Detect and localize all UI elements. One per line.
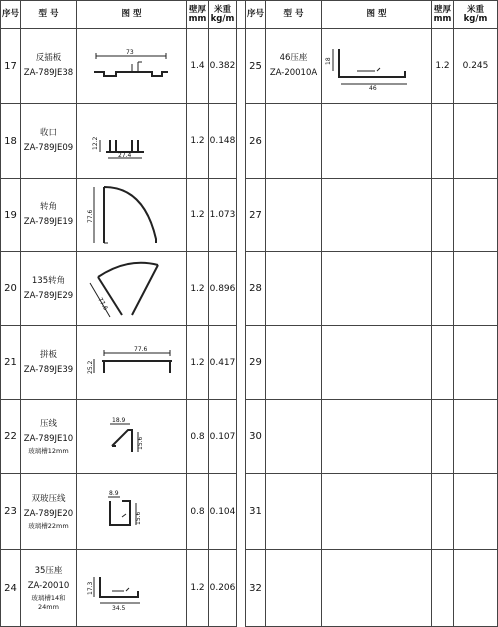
model-cell xyxy=(21,252,77,326)
header-model-right: 型 号 xyxy=(266,1,322,29)
header-weight-label: 米重 xyxy=(213,4,231,15)
empty-cell xyxy=(454,179,498,252)
profile-drawing-20 xyxy=(82,255,182,323)
model-name: 压线 xyxy=(39,419,57,429)
empty-cell xyxy=(322,474,432,550)
table-row xyxy=(1,474,498,550)
model-cell xyxy=(21,29,77,104)
row-number: 20 xyxy=(1,252,21,326)
empty-cell xyxy=(454,550,498,627)
weight-value: 0.107 xyxy=(209,400,237,474)
thickness-value: 1.4 xyxy=(187,29,209,104)
model-code: ZA-789JE09 xyxy=(23,143,74,153)
model-cell xyxy=(21,326,77,400)
dimension-label: 77.6 xyxy=(95,296,109,312)
model-name: 35压座 xyxy=(34,566,63,576)
table-row xyxy=(1,104,498,179)
header-weight-unit-right: kg/m xyxy=(463,13,488,24)
profile-drawing-cell xyxy=(77,29,187,104)
row-number: 23 xyxy=(1,474,21,550)
profile-drawing-17 xyxy=(82,46,182,86)
row-number: 19 xyxy=(1,179,21,252)
empty-cell xyxy=(322,326,432,400)
thickness-value: 1.2 xyxy=(187,550,209,627)
model-note: 玻璃槽14和24mm xyxy=(31,594,66,611)
dimension-label: 27.4 xyxy=(117,152,131,159)
model-code: ZA-20010 xyxy=(27,581,70,591)
weight-value: 1.073 xyxy=(209,179,237,252)
model-note: 玻璃槽12mm xyxy=(28,447,69,455)
row-number: 24 xyxy=(1,550,21,627)
empty-cell xyxy=(266,326,322,400)
table-row xyxy=(1,252,498,326)
model-code: ZA-789JE10 xyxy=(23,434,74,444)
empty-cell xyxy=(432,104,454,179)
model-code: ZA-789JE20 xyxy=(23,509,74,519)
profile-drawing-cell xyxy=(322,29,432,104)
empty-cell xyxy=(432,326,454,400)
model-cell xyxy=(21,104,77,179)
empty-cell xyxy=(322,252,432,326)
row-number: 28 xyxy=(246,252,266,326)
thickness-value: 1.2 xyxy=(187,179,209,252)
header-weight-right xyxy=(454,1,498,29)
profile-drawing-cell xyxy=(77,400,187,474)
weight-value: 0.382 xyxy=(209,29,237,104)
dimension-label: 15.6 xyxy=(136,436,144,450)
dimension-label: 18.9 xyxy=(111,416,125,424)
profile-drawing-18 xyxy=(82,116,182,166)
profile-drawing-23 xyxy=(82,487,182,537)
empty-cell xyxy=(432,179,454,252)
dimension-label: 77.6 xyxy=(86,209,94,223)
profile-drawing-19 xyxy=(82,181,182,249)
empty-cell xyxy=(266,179,322,252)
dimension-label: 34.5 xyxy=(111,605,125,612)
empty-cell xyxy=(266,550,322,627)
empty-cell xyxy=(266,400,322,474)
model-code: ZA-789JE29 xyxy=(23,290,74,301)
profile-drawing-22 xyxy=(82,412,182,462)
profile-drawing-24 xyxy=(82,563,182,613)
model-cell xyxy=(21,400,77,474)
dimension-label: 18 xyxy=(324,57,332,65)
row-number: 30 xyxy=(246,400,266,474)
profile-drawing-cell xyxy=(77,326,187,400)
empty-cell xyxy=(454,252,498,326)
empty-cell xyxy=(322,179,432,252)
profile-drawing-cell xyxy=(77,550,187,627)
empty-cell xyxy=(322,104,432,179)
weight-value: 0.245 xyxy=(454,29,498,104)
empty-cell xyxy=(432,400,454,474)
header-thickness-label: 壁厚 xyxy=(188,4,206,15)
empty-cell xyxy=(266,252,322,326)
empty-cell xyxy=(454,474,498,550)
empty-cell xyxy=(432,550,454,627)
row-number: 18 xyxy=(1,104,21,179)
header-seq-right: 序号 xyxy=(246,1,266,29)
model-name: 拼板 xyxy=(39,349,57,360)
weight-value: 0.148 xyxy=(209,104,237,179)
row-number: 32 xyxy=(246,550,266,627)
empty-cell xyxy=(432,252,454,326)
model-name: 46压座 xyxy=(279,53,308,63)
model-cell xyxy=(266,29,322,104)
empty-cell xyxy=(454,326,498,400)
empty-cell xyxy=(454,104,498,179)
model-code: ZA-789JE39 xyxy=(23,364,74,375)
profile-drawing-cell xyxy=(77,474,187,550)
table-row xyxy=(1,550,498,627)
table-row xyxy=(1,326,498,400)
dimension-label: 25.2 xyxy=(86,360,94,374)
empty-cell xyxy=(432,474,454,550)
profile-drawing-cell xyxy=(77,179,187,252)
row-number: 21 xyxy=(1,326,21,400)
model-code: ZA-789JE19 xyxy=(23,217,74,227)
header-weight xyxy=(209,1,237,29)
row-number: 17 xyxy=(1,29,21,104)
header-weight-label-right: 米重 xyxy=(466,4,484,15)
dimension-label: 46 xyxy=(368,85,377,92)
row-number: 26 xyxy=(246,104,266,179)
empty-cell xyxy=(322,550,432,627)
header-figure: 图 型 xyxy=(77,1,187,29)
column-gap xyxy=(237,1,246,29)
model-name: 双玻压线 xyxy=(31,494,66,504)
model-name: 转角 xyxy=(39,202,57,212)
dimension-label: 77.6 xyxy=(133,345,147,353)
header-seq: 序号 xyxy=(1,1,21,29)
thickness-value: 1.2 xyxy=(187,252,209,326)
model-name: 135转角 xyxy=(31,275,66,286)
dimension-label: 15.6 xyxy=(134,511,142,525)
row-number: 29 xyxy=(246,326,266,400)
empty-cell xyxy=(322,400,432,474)
header-row xyxy=(1,1,498,29)
header-thickness xyxy=(187,1,209,29)
table-row xyxy=(1,400,498,474)
header-figure-right: 图 型 xyxy=(322,1,432,29)
weight-value: 0.206 xyxy=(209,550,237,627)
header-thickness-unit: mm xyxy=(188,13,207,24)
empty-cell xyxy=(454,400,498,474)
row-number: 22 xyxy=(1,400,21,474)
model-name: 收口 xyxy=(39,128,57,138)
model-code: ZA-20010A xyxy=(269,68,318,78)
dimension-label: 73 xyxy=(125,49,134,56)
header-thickness-right xyxy=(432,1,454,29)
weight-value: 0.104 xyxy=(209,474,237,550)
model-name: 反插板 xyxy=(35,53,62,63)
weight-value: 0.896 xyxy=(209,252,237,326)
empty-cell xyxy=(266,474,322,550)
profile-drawing-cell xyxy=(77,104,187,179)
header-thickness-label-right: 壁厚 xyxy=(433,4,451,15)
dimension-label: 8.9 xyxy=(108,489,119,497)
thickness-value: 1.2 xyxy=(187,104,209,179)
thickness-value: 0.8 xyxy=(187,400,209,474)
profile-drawing-21 xyxy=(82,343,182,383)
table-row xyxy=(1,29,498,104)
thickness-value: 1.2 xyxy=(432,29,454,104)
profile-drawing-cell xyxy=(77,252,187,326)
row-number: 31 xyxy=(246,474,266,550)
row-number: 27 xyxy=(246,179,266,252)
model-cell xyxy=(21,179,77,252)
row-number: 25 xyxy=(246,29,266,104)
header-thickness-unit-right: mm xyxy=(433,13,452,24)
model-note: 玻璃槽22mm xyxy=(28,522,69,530)
thickness-value: 0.8 xyxy=(187,474,209,550)
dimension-label: 12.2 xyxy=(91,136,99,150)
weight-value: 0.417 xyxy=(209,326,237,400)
profile-drawing-25 xyxy=(324,41,427,92)
model-code: ZA-789JE38 xyxy=(23,68,74,78)
thickness-value: 1.2 xyxy=(187,326,209,400)
model-cell xyxy=(21,550,77,627)
header-model: 型 号 xyxy=(21,1,77,29)
table-row xyxy=(1,179,498,252)
empty-cell xyxy=(266,104,322,179)
dimension-label: 17.3 xyxy=(86,581,94,595)
header-weight-unit: kg/m xyxy=(210,13,235,24)
model-cell xyxy=(21,474,77,550)
